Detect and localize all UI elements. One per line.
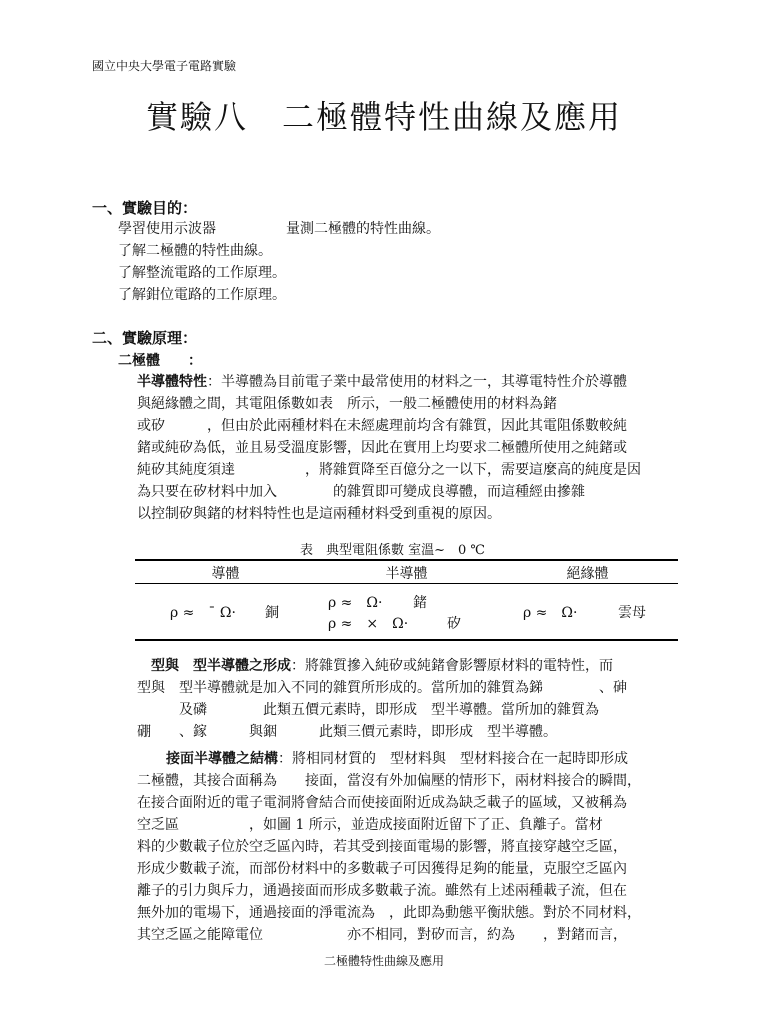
para1-label: 半導體特性 <box>137 374 207 390</box>
table-caption: 表 典型電阻係數 室溫~ 0 ℃ <box>300 543 485 558</box>
para1-line-6: 為只要在矽材料中加入 的雜質即可變成良導體，而這種經由摻雜 <box>137 484 585 500</box>
para2-line-4: 硼 、鎵 與銦 此類三價元素時，即形成 型半導體。 <box>137 724 557 740</box>
para3-line-9: 其空乏區之能障電位 亦不相同，對矽而言，約為 ，對鍺而言， <box>137 927 627 943</box>
para1-line-1: 半導體特性：半導體為目前電子業中最常使用的材料之一，其導電特性介於導體 <box>137 374 627 390</box>
conductor-material: 銅 <box>265 605 279 621</box>
semi-si-material: 矽 <box>447 616 461 632</box>
objective-item-3: 了解整流電路的工作原理。 <box>118 265 286 281</box>
objective-item-4: 了解鉗位電路的工作原理。 <box>118 287 286 303</box>
para1-line-5: 純矽其純度須達 ，將雜質降至百億分之一以下，需要這麼高的純度是因 <box>137 462 641 478</box>
para3-line-8: 無外加的電場下，通過接面的淨電流為 ，此即為動態平衡狀態。對於不同材料， <box>137 905 641 921</box>
para2-label: 型與 型半導體之形成 <box>151 658 291 674</box>
table-bottom-rule <box>135 639 678 641</box>
page-footer: 二極體特性曲線及應用 <box>323 954 444 968</box>
para3-line-3: 在接合面附近的電子電洞將會結合而使接面附近成為缺乏載子的區域，又被稱為 <box>137 795 627 811</box>
table-header-conductor: 導體 <box>211 566 240 582</box>
semi-si-rho: ρ ≈ × Ω· <box>328 616 409 632</box>
table-header-rule <box>135 583 678 584</box>
para1-line-4: 鍺或純矽為低，並且易受溫度影響，因此在實用上均要求二極體所使用之純鍺或 <box>137 440 627 456</box>
para3-line-5: 料的少數載子位於空乏區內時，若其受到接面電場的影響，將直接穿越空乏區， <box>137 839 627 855</box>
page-title: 實驗八 二極體特性曲線及應用 <box>145 98 622 136</box>
semi-ge-rho: ρ ≈ Ω· <box>328 595 383 611</box>
para1-line-3: 或矽 ，但由於此兩種材料在未經處理前均含有雜質，因此其電阻係數較純 <box>137 418 627 434</box>
para2-line-2: 型與 型半導體就是加入不同的雜質所形成的。當所加的雜質為銻 、砷 <box>137 680 627 696</box>
para3-line-2: 二極體，其接合面稱為 接面，當沒有外加偏壓的情形下，兩材料接合的瞬間， <box>137 773 641 789</box>
objective-item-2: 了解二極體的特性曲線。 <box>118 243 272 259</box>
semi-ge-material: 鍺 <box>413 595 427 611</box>
section2-heading: 二、實驗原理： <box>92 329 198 347</box>
para3-line-6: 形成少數載子流，而部份材料中的多數載子可因獲得足夠的能量，克服空乏區內 <box>137 861 627 877</box>
table-header-insulator: 絕緣體 <box>566 566 609 582</box>
para3-line-4: 空乏區 ，如圖 1 所示，並造成接面附近留下了正、負離子。當材 <box>137 817 603 833</box>
section1-heading: 一、實驗目的： <box>92 199 198 217</box>
para1-line-2: 與絕緣體之間，其電阻係數如表 所示，一般二極體使用的材料為鍺 <box>137 396 557 412</box>
page-header: 國立中央大學電子電路實驗 <box>92 59 237 73</box>
para2-line-3: 及磷 此類五價元素時，即形成 型半導體。當所加的雜質為 <box>137 702 599 718</box>
para3-line-7: 離子的引力與斥力，通過接面而形成多數載子流。雖然有上述兩種載子流，但在 <box>137 883 627 899</box>
objective-item-1: 學習使用示波器 量測二極體的特性曲線。 <box>118 221 440 237</box>
conductor-rho: ρ ≈ ¯ Ω· <box>170 605 236 621</box>
table-header-semiconductor: 半導體 <box>385 566 428 582</box>
para3-line-1: 接面半導體之結構：將相同材質的 型材料與 型材料接合在一起時即形成 <box>166 751 628 767</box>
para3-label: 接面半導體之結構 <box>166 751 278 767</box>
diode-subheading: 二極體 ： <box>118 353 202 369</box>
insulator-material: 雲母 <box>618 605 646 621</box>
para1-line-7: 以控制矽與鍺的材料特性也是這兩種材料受到重視的原因。 <box>137 506 501 522</box>
para2-line-1: 型與 型半導體之形成：將雜質摻入純矽或純鍺會影響原材料的電特性，而 <box>151 658 613 674</box>
table-top-rule <box>135 559 678 561</box>
insulator-rho: ρ ≈ Ω· <box>523 605 578 621</box>
